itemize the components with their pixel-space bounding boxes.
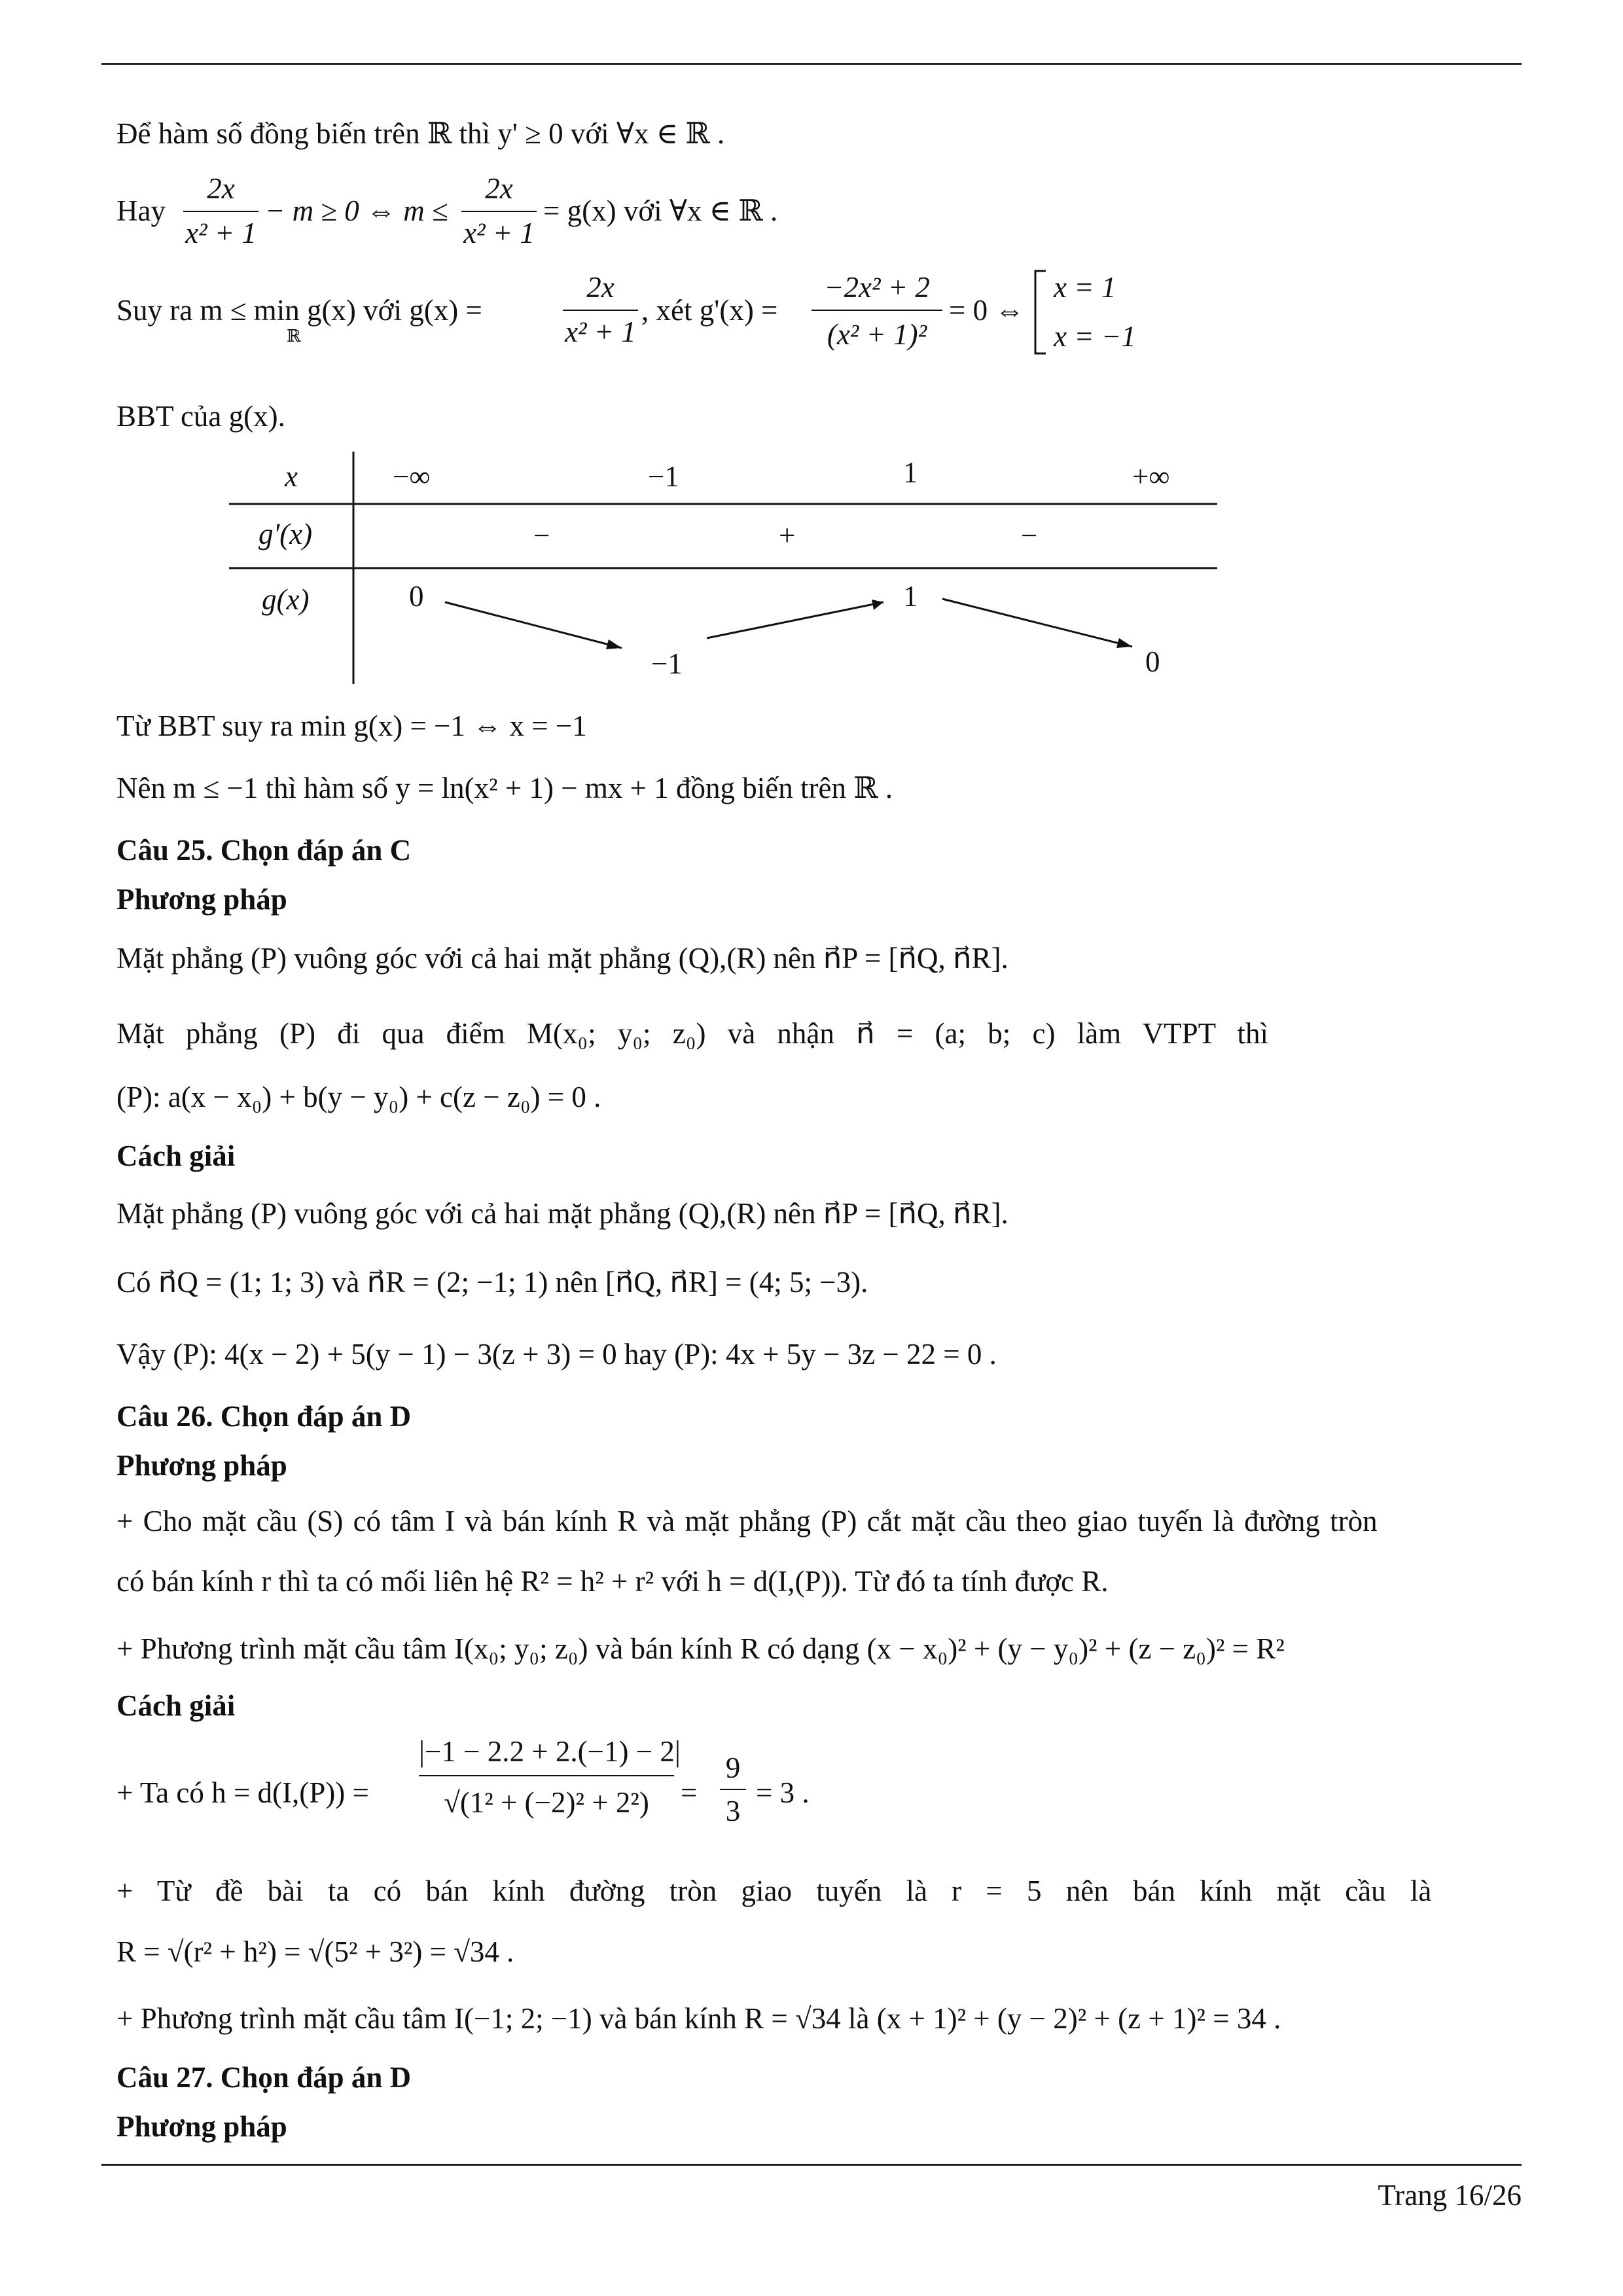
g-value: −1	[651, 647, 683, 680]
arrowhead	[1116, 638, 1132, 648]
arrowhead	[606, 639, 622, 649]
x-value: −1	[648, 460, 679, 493]
variation-table	[229, 452, 1217, 684]
question-heading: Câu 26. Chọn đáp án D	[116, 1400, 412, 1433]
section-heading: Phương pháp	[116, 1449, 287, 1482]
text-line: (P): a(x − x₀) + b(y − y₀) + c(z − z₀) = 0 .	[116, 1081, 601, 1113]
text-line: Nên m ≤ −1 thì hàm số y = ln(x² + 1) − mx + 1 đồng biến trên ℝ .	[116, 772, 893, 804]
fraction: −2x² + 2 (x² + 1)²	[812, 270, 942, 362]
header-rule	[101, 63, 1522, 65]
system-bracket	[1033, 270, 1048, 355]
fraction: 2x x² + 1	[183, 171, 259, 253]
row-label-g: g(x)	[262, 583, 310, 616]
arrowhead	[872, 600, 883, 610]
sign: −	[1021, 519, 1038, 552]
arrow-down-2	[942, 599, 1132, 647]
text-line: =	[681, 1776, 698, 1809]
text-line: Vậy (P): 4(x − 2) + 5(y − 1) − 3(z + 3) = 0 hay (P): 4x + 5y − 3z − 22 = 0 .	[116, 1338, 997, 1371]
g-value: 0	[1145, 645, 1160, 678]
question-heading: Câu 27. Chọn đáp án D	[116, 2061, 412, 2094]
sign: −	[533, 519, 550, 552]
min-subscript: ℝ	[287, 327, 301, 346]
text-line: = g(x) với ∀x ∈ ℝ .	[543, 194, 778, 227]
text-line: Mặt phẳng (P) vuông góc với cả hai mặt phẳng (Q),(R) nên n⃗P = [n⃗Q, n⃗R].	[116, 1197, 1008, 1230]
section-heading: Phương pháp	[116, 2110, 287, 2143]
footer-rule	[101, 2164, 1522, 2166]
section-heading: Cách giải	[116, 1689, 236, 1722]
x-value: +∞	[1132, 460, 1170, 493]
fraction: 2x x² + 1	[563, 270, 638, 352]
system-eq-2: x = −1	[1054, 320, 1136, 353]
fraction: 9 3	[720, 1751, 746, 1829]
text-line: = 0 ⇔	[949, 294, 1025, 327]
text-line: , xét g'(x) =	[641, 294, 778, 327]
x-value: 1	[903, 456, 918, 489]
text-line: Có n⃗Q = (1; 1; 3) và n⃗R = (2; −1; 1) nên [n⃗Q, n⃗R] = (4; 5; −3).	[116, 1266, 868, 1299]
system-eq-1: x = 1	[1054, 271, 1116, 304]
sign: +	[779, 519, 796, 552]
g-value: 0	[409, 580, 424, 613]
text-line: có bán kính r thì ta có mối liên hệ R² = h² + r² với h = d(I,(P)). Từ đó ta tính được R.	[116, 1565, 1109, 1598]
fraction: 2x x² + 1	[461, 171, 537, 253]
row-label-gprime: g'(x)	[259, 518, 313, 550]
text-line: BBT của g(x).	[116, 400, 285, 433]
section-heading: Cách giải	[116, 1139, 236, 1172]
table-grid	[229, 452, 1217, 684]
text-line: Hay	[116, 194, 166, 227]
question-heading: Câu 25. Chọn đáp án C	[116, 834, 412, 867]
arrow-down-1	[445, 602, 622, 648]
text-line: + Cho mặt cầu (S) có tâm I và bán kính R và mặt phẳng (P) cắt mặt cầu theo giao tuyến là đường tròn	[116, 1505, 1378, 1537]
g-value: 1	[903, 580, 918, 613]
text-line: Mặt phẳng (P) đi qua điểm M(x₀; y₀; z₀) và nhận n⃗ = (a; b; c) làm VTPT thì	[116, 1017, 1269, 1050]
text-line: Suy ra m ≤ min g(x) với g(x) =	[116, 294, 482, 327]
text-line: = 3 .	[756, 1776, 810, 1809]
text-line: + Từ đề bài ta có bán kính đường tròn giao tuyến là r = 5 nên bán kính mặt cầu là	[116, 1874, 1432, 1907]
page-number: Trang 16/26	[1378, 2179, 1522, 2212]
section-heading: Phương pháp	[116, 883, 287, 916]
text-line: Từ BBT suy ra min g(x) = −1 ⇔ x = −1	[116, 709, 587, 742]
row-label-x: x	[285, 460, 298, 493]
fraction: |−1 − 2.2 + 2.(−1) − 2| √(1² + (−2)² + 2²)	[419, 1735, 681, 1819]
text-line: + Phương trình mặt cầu tâm I(−1; 2; −1) và bán kính R = √34 là (x + 1)² + (y − 2)² + (z + 1)² = 34 .	[116, 2002, 1281, 2035]
text-line: Mặt phẳng (P) vuông góc với cả hai mặt phẳng (Q),(R) nên n⃗P = [n⃗Q, n⃗R].	[116, 942, 1008, 975]
text-line: + Phương trình mặt cầu tâm I(x₀; y₀; z₀) và bán kính R có dạng (x − x₀)² + (y − y₀)² + (z − z₀)² = R²	[116, 1632, 1285, 1665]
text-line: R = √(r² + h²) = √(5² + 3²) = √34 .	[116, 1935, 514, 1968]
arrow-up	[707, 602, 883, 638]
x-value: −∞	[393, 460, 431, 493]
text-line: Để hàm số đồng biến trên ℝ thì y' ≥ 0 với ∀x ∈ ℝ .	[116, 117, 725, 150]
text-line: + Ta có h = d(I,(P)) =	[116, 1776, 369, 1809]
text-line: − m ≥ 0 ⇔ m ≤	[265, 194, 448, 227]
